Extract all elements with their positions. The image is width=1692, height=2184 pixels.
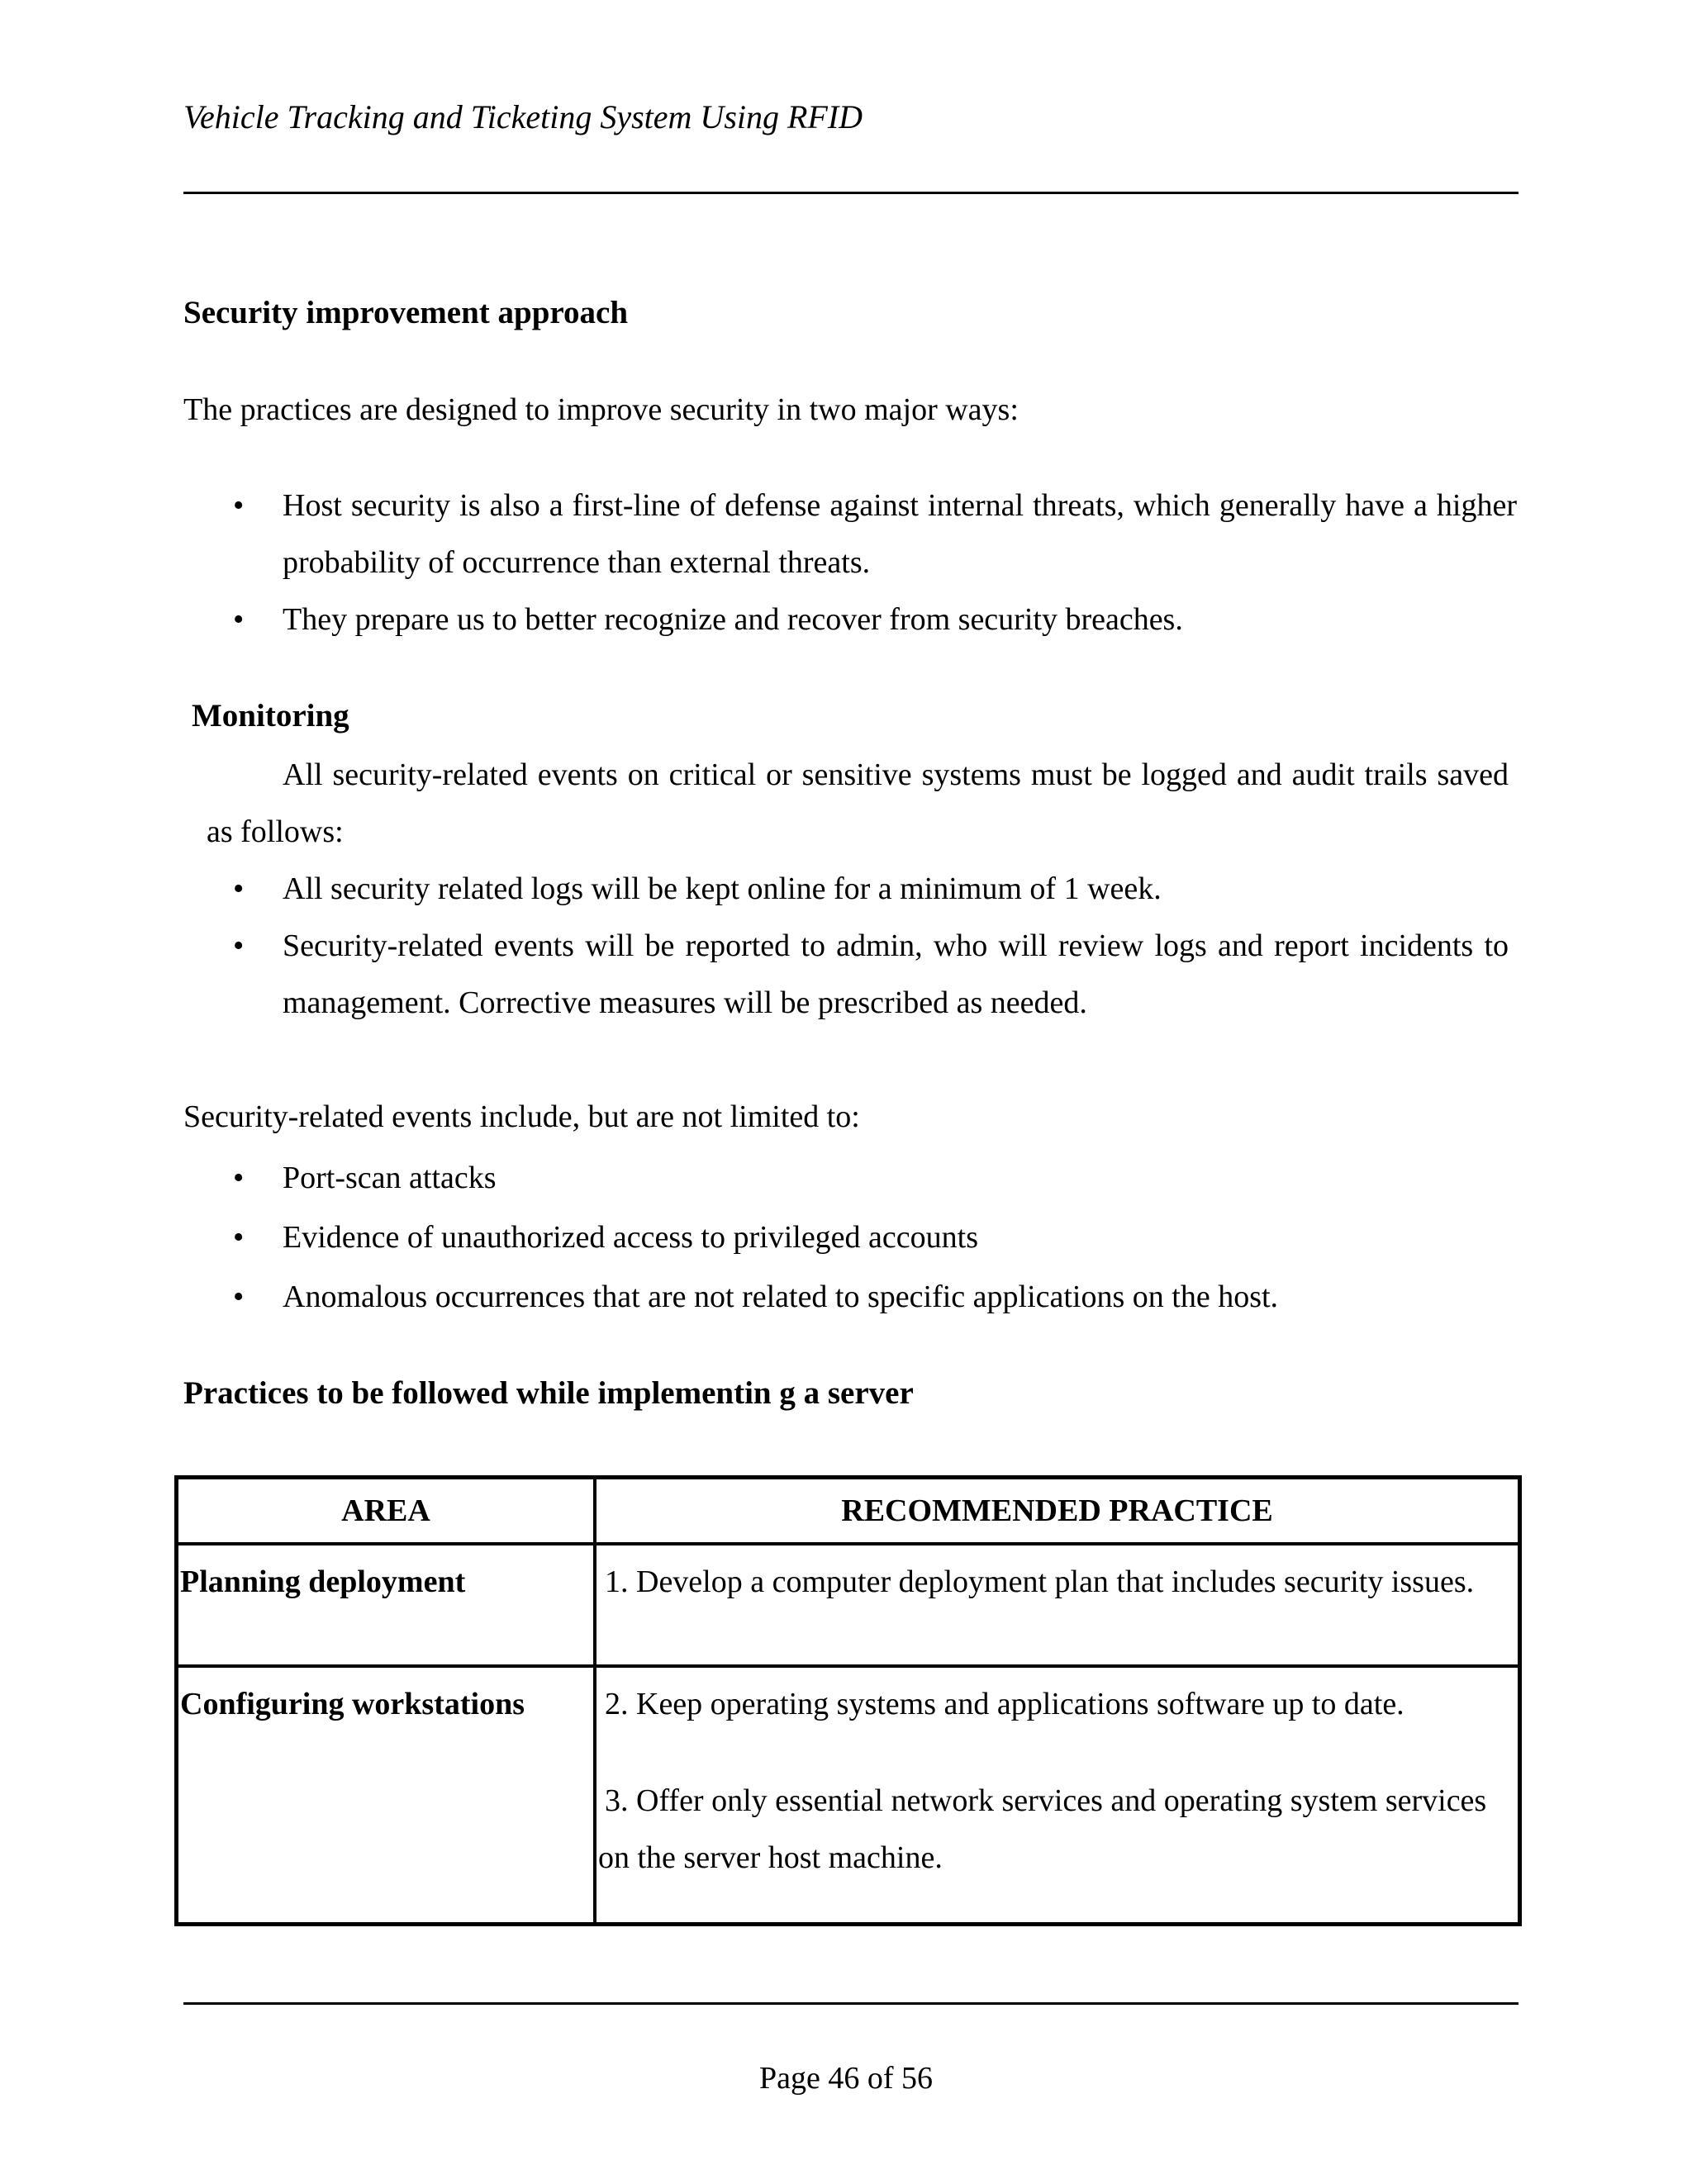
bullet-icon: • xyxy=(233,1280,245,1314)
practice-item: 3. Offer only essential network services and operating system services on the server host machine. xyxy=(598,1783,1487,1875)
bullet-icon: • xyxy=(233,1161,245,1195)
heading-security-improvement: Security improvement approach xyxy=(183,295,629,330)
column-header-area: AREA xyxy=(177,1478,596,1545)
events-bullet-list xyxy=(233,1148,1517,1327)
practice-cell xyxy=(595,1666,1520,1924)
area-cell: Planning deployment xyxy=(177,1544,596,1666)
list-item: • Evidence of unauthorized access to privileged accounts xyxy=(283,1208,1517,1267)
monitoring-intro: All security-related events on critical or sensitive systems must be logged and audit trails saved as follows: xyxy=(207,757,1509,849)
bullet-icon: • xyxy=(233,488,245,523)
list-item: • Port-scan attacks xyxy=(283,1148,1517,1208)
heading-practices: Practices to be followed while implementin g a server xyxy=(183,1375,914,1411)
bullet-icon: • xyxy=(233,602,245,637)
column-header-practice: RECOMMENDED PRACTICE xyxy=(595,1478,1520,1545)
bullet-icon: • xyxy=(233,1220,245,1255)
area-cell: Configuring workstations xyxy=(177,1666,596,1924)
table-row xyxy=(177,1666,1520,1924)
practice-item: 1. Develop a computer deployment plan that includes security issues. xyxy=(605,1564,1475,1599)
heading-monitoring: Monitoring xyxy=(192,698,349,734)
security-intro: The practices are designed to improve security in two major ways: xyxy=(183,392,1019,427)
practices-table xyxy=(174,1475,1522,1926)
list-item: • Security-related events will be reported to admin, who will review logs and report incidents to management. Corrective measures will be prescribed as needed. xyxy=(283,918,1509,1032)
bullet-icon: • xyxy=(233,871,245,906)
document-header-title: Vehicle Tracking and Ticketing System Using RFID xyxy=(183,98,863,135)
practice-cell xyxy=(595,1544,1520,1666)
table-header-row xyxy=(177,1478,1520,1545)
practice-item: 2. Keep operating systems and applications software up to date. xyxy=(605,1687,1404,1721)
page-number: Page 46 of 56 xyxy=(758,2061,934,2096)
spacer xyxy=(598,1733,1518,1773)
table-row xyxy=(177,1544,1520,1666)
security-bullet-list xyxy=(233,477,1517,648)
bullet-icon: • xyxy=(233,928,245,963)
events-intro: Security-related events include, but are not limited to: xyxy=(183,1099,860,1134)
list-item: • Host security is also a first-line of defense against internal threats, which generally have a higher probability of occurrence than external threats. xyxy=(283,477,1517,591)
list-item: • They prepare us to better recognize and recover from security breaches. xyxy=(283,591,1517,648)
footer-divider xyxy=(183,2002,1519,2005)
list-item: • Anomalous occurrences that are not related to specific applications on the host. xyxy=(283,1267,1517,1327)
monitoring-bullet-list xyxy=(233,861,1509,1032)
header-divider xyxy=(183,192,1519,194)
list-item: • All security related logs will be kept online for a minimum of 1 week. xyxy=(283,861,1509,918)
